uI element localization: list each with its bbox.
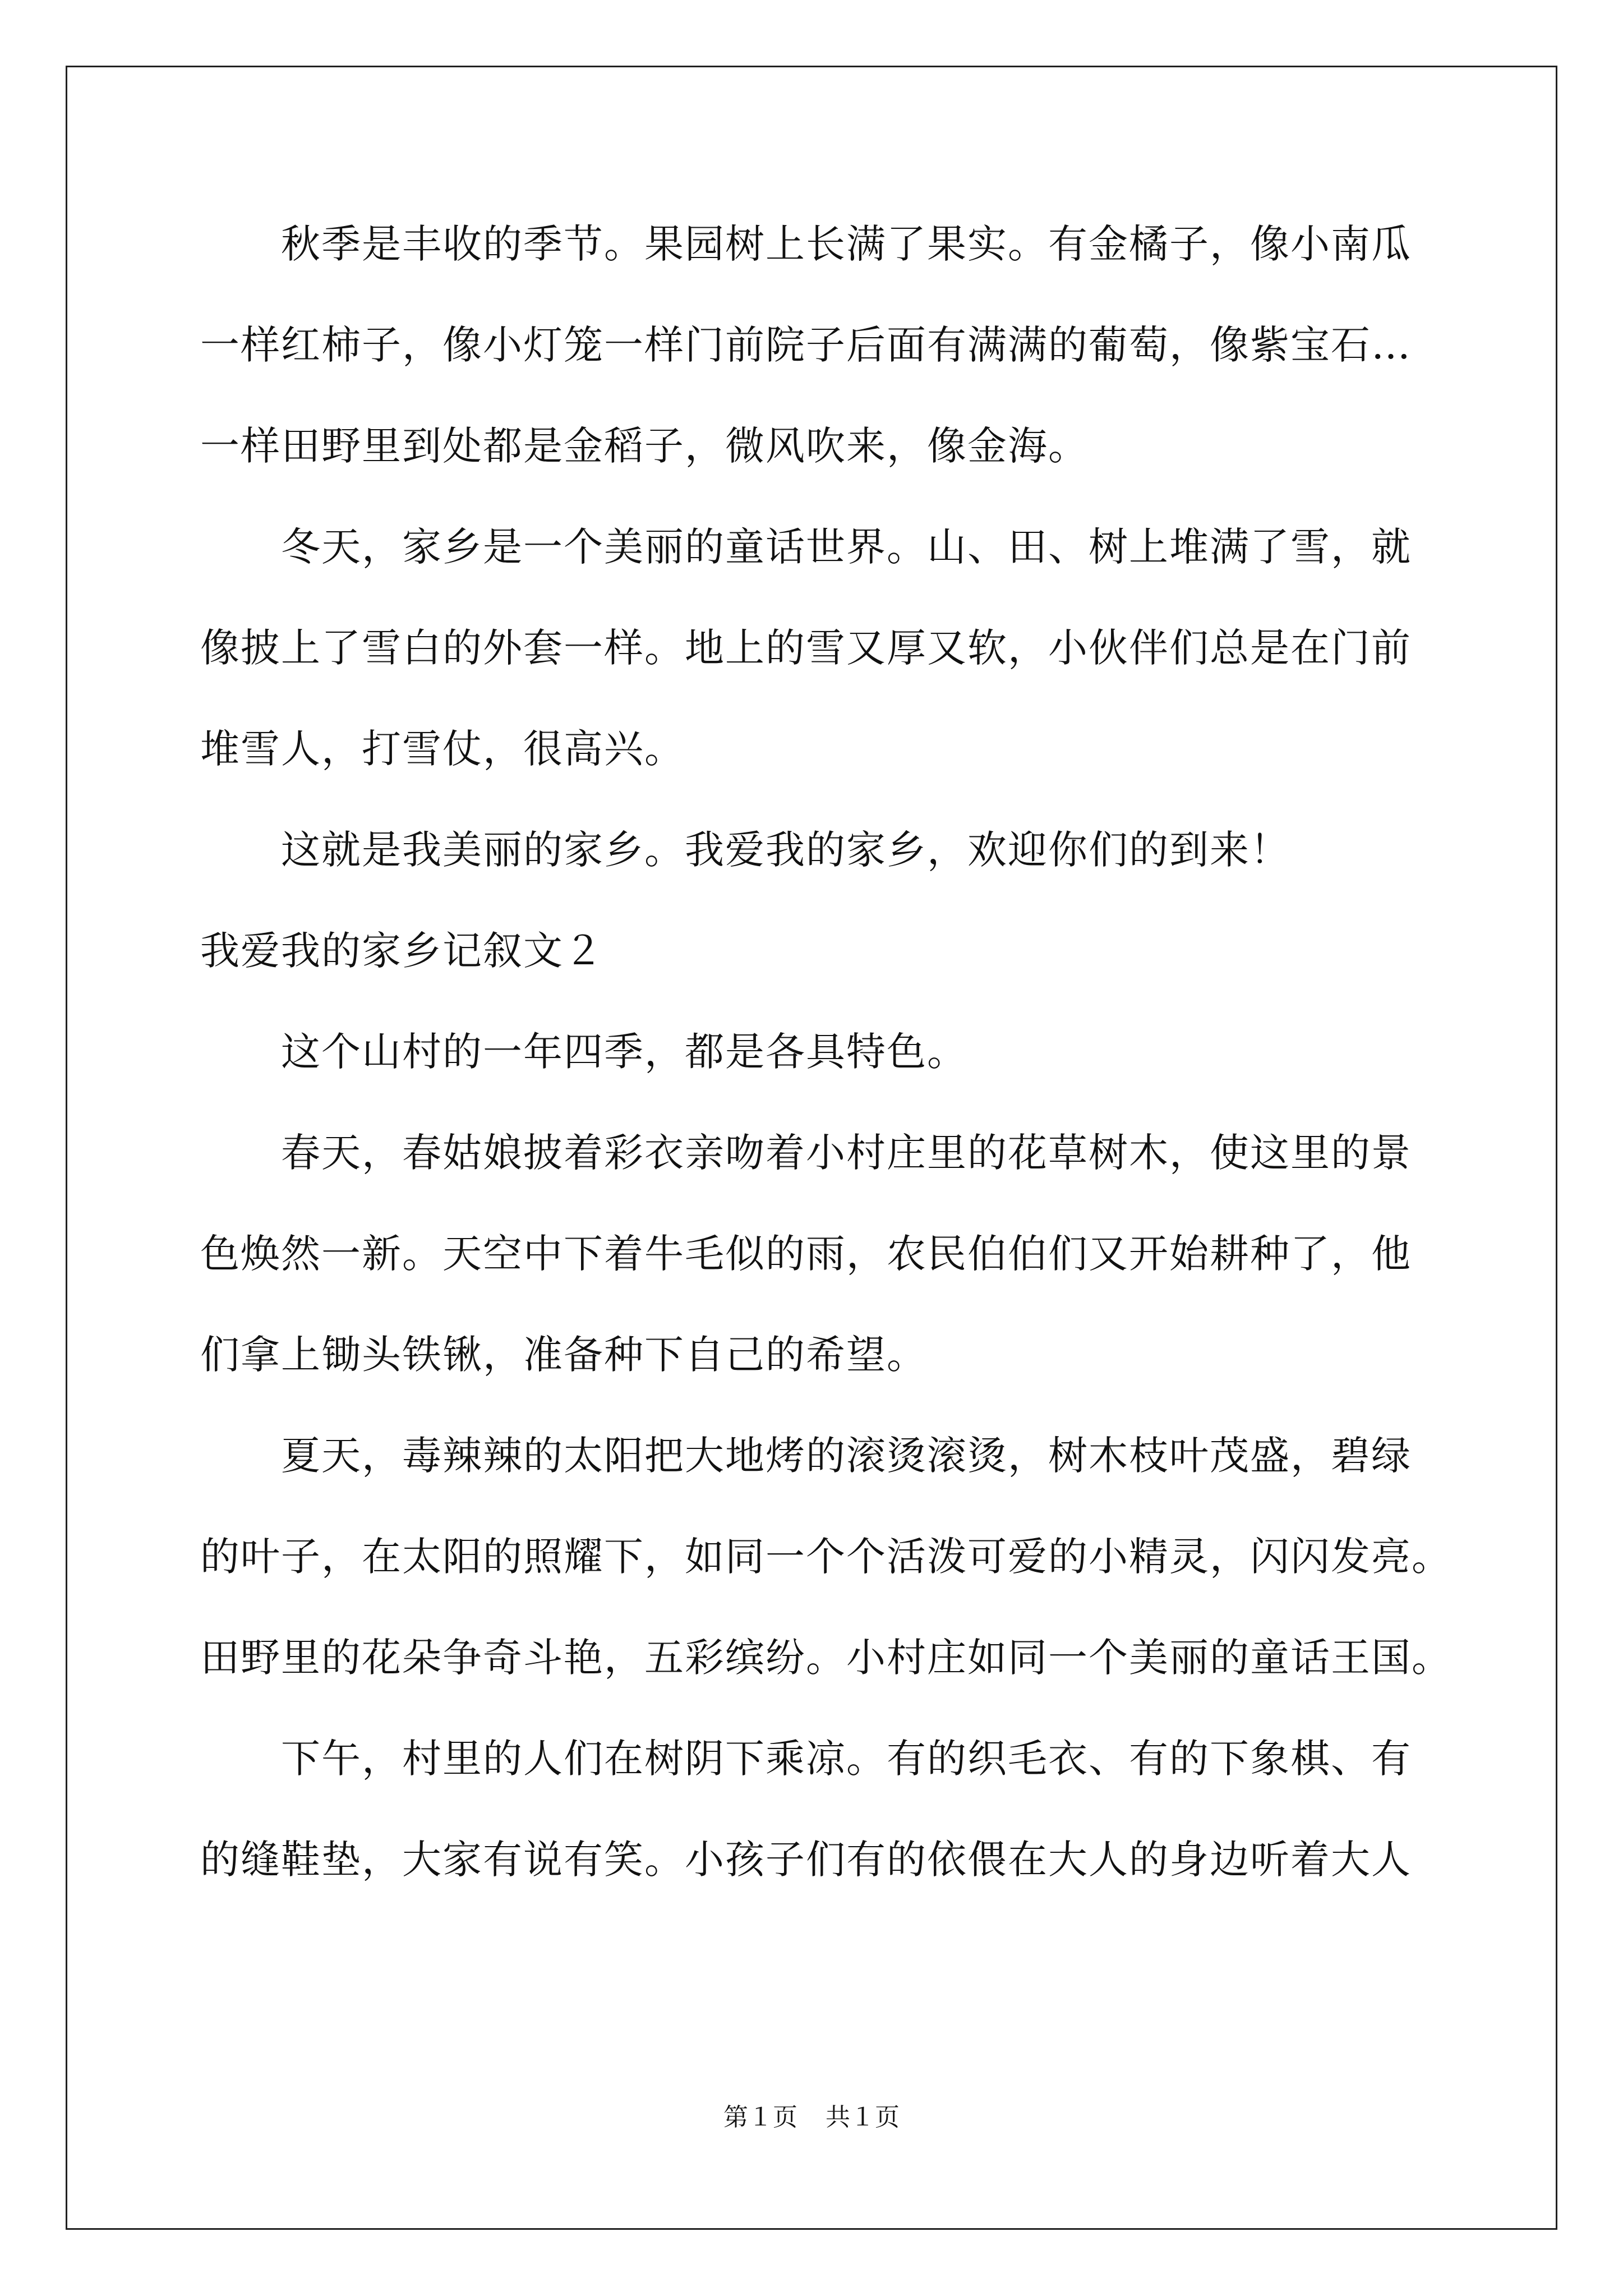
paragraph-winter-line-2: 像披上了雪白的外套一样。地上的雪又厚又软，小伙伴们总是在门前 — [200, 625, 1412, 671]
paragraph-summer-line-1: 夏天，毒辣辣的太阳把大地烤的滚烫滚烫，树木枝叶茂盛，碧绿 — [281, 1433, 1412, 1479]
page-number-current: 第１页 — [723, 2103, 797, 2132]
paragraph-autumn-line-2: 一样红柿子，像小灯笼一样门前院子后面有满满的葡萄，像紫宝石… — [200, 322, 1412, 368]
page-footer — [0, 2101, 1623, 2134]
paragraph-winter-line-1: 冬天，家乡是一个美丽的童话世界。山、田、树上堆满了雪，就 — [281, 524, 1412, 570]
paragraph-spring-line-3: 们拿上锄头铁锹，准备种下自己的希望。 — [200, 1332, 927, 1378]
paragraph-summer-line-2: 的叶子，在太阳的照耀下，如同一个个活泼可爱的小精灵，闪闪发亮。 — [200, 1534, 1452, 1580]
paragraph-intro-line-1: 这个山村的一年四季，都是各具特色。 — [281, 1029, 967, 1075]
paragraph-winter-line-3: 堆雪人，打雪仗，很高兴。 — [200, 726, 685, 772]
paragraph-afternoon-line-1: 下午，村里的人们在树阴下乘凉。有的织毛衣、有的下象棋、有 — [281, 1736, 1412, 1782]
paragraph-autumn-line-1: 秋季是丰收的季节。果园树上长满了果实。有金橘子，像小南瓜 — [281, 221, 1412, 267]
paragraph-spring-line-2: 色焕然一新。天空中下着牛毛似的雨，农民伯伯们又开始耕种了，他 — [200, 1231, 1412, 1277]
paragraph-afternoon-line-2: 的缝鞋垫，大家有说有笑。小孩子们有的依偎在大人的身边听着大人 — [200, 1837, 1412, 1883]
paragraph-autumn-line-3: 一样田野里到处都是金稻子，微风吹来，像金海。 — [200, 423, 1089, 469]
section-heading: 我爱我的家乡记叙文２ — [200, 928, 604, 974]
page-number-total: 共１页 — [826, 2103, 900, 2132]
paragraph-summer-line-3: 田野里的花朵争奇斗艳，五彩缤纷。小村庄如同一个美丽的童话王国。 — [200, 1635, 1452, 1681]
paragraph-spring-line-1: 春天，春姑娘披着彩衣亲吻着小村庄里的花草树木，使这里的景 — [281, 1130, 1412, 1176]
paragraph-closing-line-1: 这就是我美丽的家乡。我爱我的家乡，欢迎你们的到来！ — [281, 827, 1290, 873]
